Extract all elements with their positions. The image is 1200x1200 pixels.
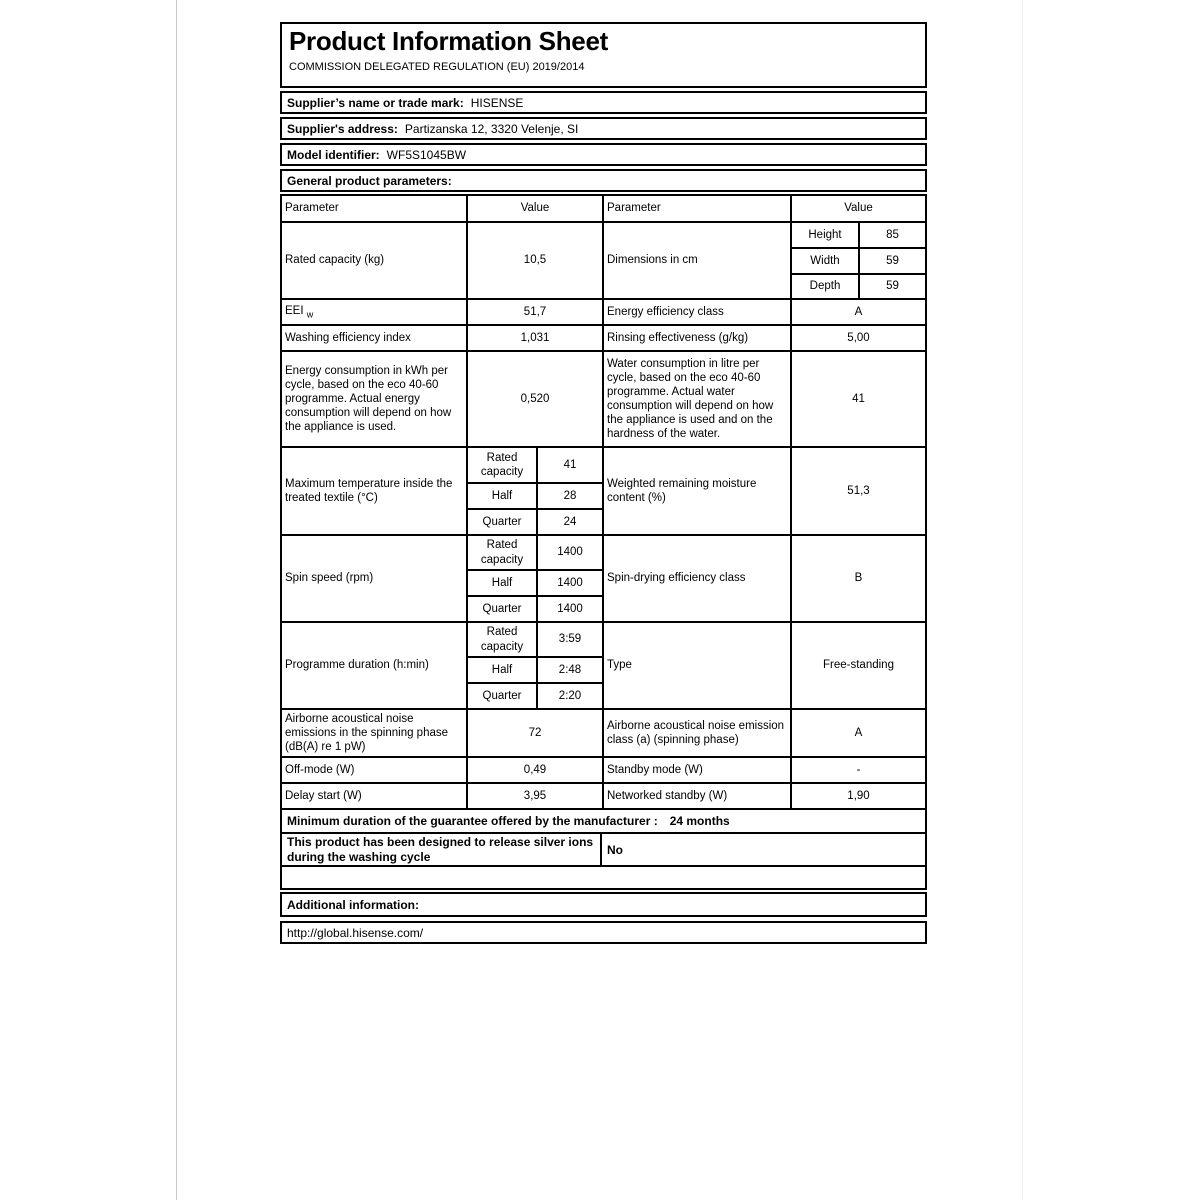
param-rinsing: Rinsing effectiveness (g/kg) — [603, 325, 791, 351]
param-rated-capacity: Rated capacity (kg) — [281, 222, 467, 299]
value-standby: - — [791, 757, 926, 783]
duration-half-label: Half — [467, 657, 537, 683]
param-max-temp: Maximum temperature inside the treated textile (°C) — [281, 447, 467, 535]
eei-subscript: w — [306, 309, 314, 320]
table-header-row — [281, 195, 926, 222]
page-title: Product Information Sheet — [289, 26, 608, 56]
spin-quarter-value: 1400 — [537, 596, 603, 622]
param-moisture: Weighted remaining moisture content (%) — [603, 447, 791, 535]
value-type: Free-standing — [791, 622, 926, 709]
value-washing-index: 1,031 — [467, 325, 603, 351]
param-networked-standby: Networked standby (W) — [603, 783, 791, 809]
silver-ions-label: This product has been designed to release silver ions during the washing cycle — [282, 834, 602, 865]
additional-information-label: Additional information: — [287, 897, 419, 912]
row-eei — [281, 299, 926, 325]
page-edge-right — [1022, 0, 1023, 1200]
max-temp-quarter-value: 24 — [537, 509, 603, 535]
header-value-1: Value — [467, 195, 603, 222]
row-rated-capacity — [281, 222, 926, 248]
duration-rated-label: Rated capacity — [467, 622, 537, 657]
dimension-height-value: 85 — [859, 222, 926, 248]
param-washing-index: Washing efficiency index — [281, 325, 467, 351]
duration-quarter-value: 2:20 — [537, 683, 603, 709]
row-delay-start — [281, 783, 926, 809]
supplier-name-row — [280, 91, 927, 114]
dimension-width-label: Width — [791, 248, 859, 274]
param-noise-class: Airborne acoustical noise emission class (a) (spinning phase) — [603, 709, 791, 757]
value-eei: 51,7 — [467, 299, 603, 325]
value-energy-class: A — [791, 299, 926, 325]
dimension-height-label: Height — [791, 222, 859, 248]
eei-text: EEI — [285, 304, 304, 317]
max-temp-rated-label: Rated capacity — [467, 447, 537, 483]
title-block — [280, 22, 927, 88]
value-water-consumption: 41 — [791, 351, 926, 447]
value-moisture: 51,3 — [791, 447, 926, 535]
model-identifier-row — [280, 143, 927, 166]
supplier-url-row — [280, 921, 927, 944]
header-parameter-2: Parameter — [603, 195, 791, 222]
supplier-name-label: Supplier’s name or trade mark: — [287, 95, 464, 110]
param-spin-speed: Spin speed (rpm) — [281, 535, 467, 622]
supplier-address-row — [280, 117, 927, 140]
row-noise — [281, 709, 926, 757]
page-edge-left — [176, 0, 177, 1200]
guarantee-label: Minimum duration of the guarantee offered by the manufacturer : — [287, 814, 658, 828]
duration-half-value: 2:48 — [537, 657, 603, 683]
param-dimensions: Dimensions in cm — [603, 222, 791, 299]
value-spin-class: B — [791, 535, 926, 622]
spin-half-value: 1400 — [537, 570, 603, 596]
supplier-address-value: Partizanska 12, 3320 Velenje, SI — [404, 121, 579, 136]
spin-rated-value: 1400 — [537, 535, 603, 570]
value-noise-class: A — [791, 709, 926, 757]
supplier-address-label: Supplier's address: — [287, 121, 398, 136]
value-rinsing: 5,00 — [791, 325, 926, 351]
silver-ions-row — [280, 832, 927, 867]
product-information-sheet — [280, 22, 927, 944]
guarantee-value: 24 months — [669, 814, 730, 828]
param-duration: Programme duration (h:min) — [281, 622, 467, 709]
general-parameters-label: General product parameters: — [287, 173, 452, 188]
duration-quarter-label: Quarter — [467, 683, 537, 709]
value-rated-capacity: 10,5 — [467, 222, 603, 299]
dimension-depth-value: 59 — [859, 274, 926, 299]
row-off-mode — [281, 757, 926, 783]
param-off-mode: Off-mode (W) — [281, 757, 467, 783]
spin-half-label: Half — [467, 570, 537, 596]
max-temp-half-label: Half — [467, 483, 537, 509]
general-parameters-row — [280, 169, 927, 192]
row-max-temp — [281, 447, 926, 483]
param-energy-class: Energy efficiency class — [603, 299, 791, 325]
row-duration — [281, 622, 926, 657]
max-temp-half-value: 28 — [537, 483, 603, 509]
parameters-table — [280, 194, 927, 810]
spacer-row — [280, 865, 927, 890]
silver-ions-value: No — [607, 842, 623, 857]
header-parameter-1: Parameter — [281, 195, 467, 222]
max-temp-rated-value: 41 — [537, 447, 603, 483]
duration-rated-value: 3:59 — [537, 622, 603, 657]
regulation-subtitle: COMMISSION DELEGATED REGULATION (EU) 2019/2014 — [289, 60, 585, 73]
value-off-mode: 0,49 — [467, 757, 603, 783]
max-temp-quarter-label: Quarter — [467, 509, 537, 535]
header-value-2: Value — [791, 195, 926, 222]
row-spin-speed — [281, 535, 926, 570]
value-networked-standby: 1,90 — [791, 783, 926, 809]
dimension-depth-label: Depth — [791, 274, 859, 299]
value-energy-consumption: 0,520 — [467, 351, 603, 447]
param-eei — [281, 299, 467, 325]
row-energy-consumption — [281, 351, 926, 447]
additional-information-row — [280, 892, 927, 917]
spin-rated-label: Rated capacity — [467, 535, 537, 570]
value-delay-start: 3,95 — [467, 783, 603, 809]
row-washing-index — [281, 325, 926, 351]
supplier-url: http://global.hisense.com/ — [287, 925, 424, 940]
param-delay-start: Delay start (W) — [281, 783, 467, 809]
supplier-name-value: HISENSE — [470, 95, 524, 110]
guarantee-row — [280, 808, 927, 834]
param-energy-consumption: Energy consumption in kWh per cycle, based on the eco 40-60 programme. Actual energy consumption will depend on how the appliance is used. — [281, 351, 467, 447]
model-identifier-label: Model identifier: — [287, 147, 380, 162]
spin-quarter-label: Quarter — [467, 596, 537, 622]
param-noise: Airborne acoustical noise emissions in the spinning phase (dB(A) re 1 pW) — [281, 709, 467, 757]
dimension-width-value: 59 — [859, 248, 926, 274]
value-noise: 72 — [467, 709, 603, 757]
param-type: Type — [603, 622, 791, 709]
param-spin-class: Spin-drying efficiency class — [603, 535, 791, 622]
model-identifier-value: WF5S1045BW — [386, 147, 467, 162]
param-standby: Standby mode (W) — [603, 757, 791, 783]
param-water-consumption: Water consumption in litre per cycle, based on the eco 40-60 programme. Actual water consumption will depend on how the appliance is used and on the hardness of the water. — [603, 351, 791, 447]
